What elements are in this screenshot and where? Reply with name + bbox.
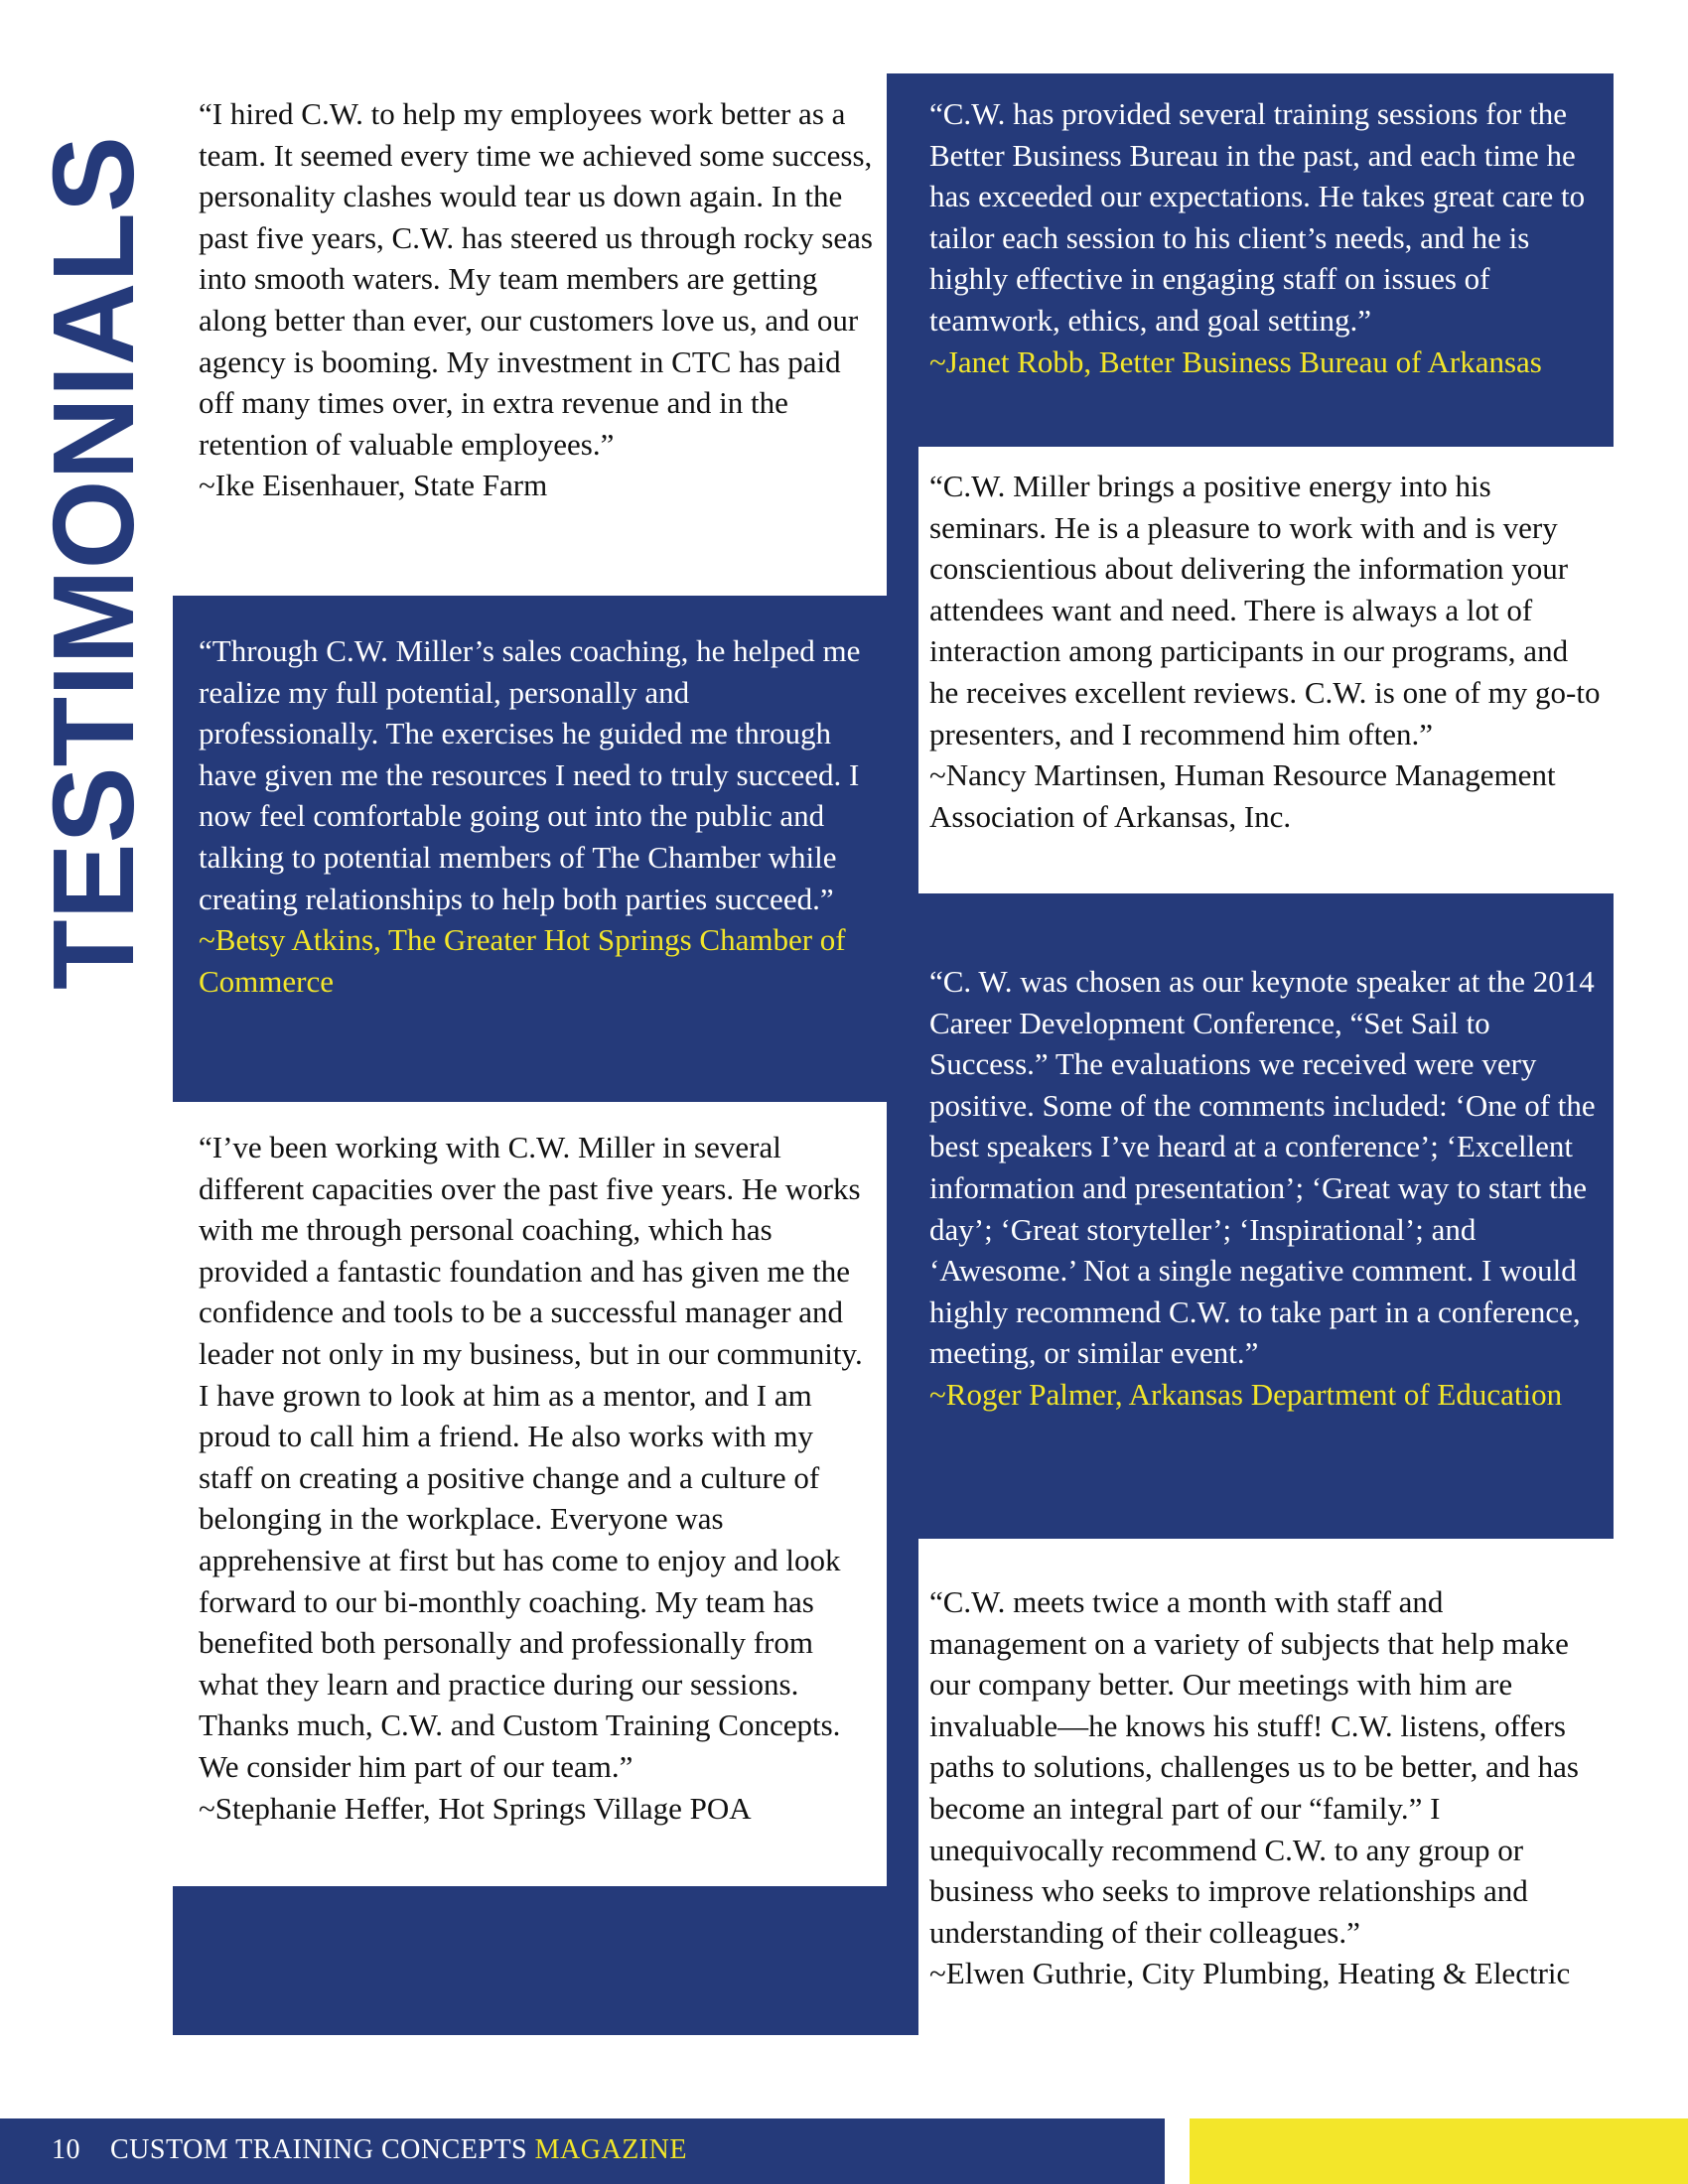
testimonial-attribution: ~Janet Robb, Better Business Bureau of Arkansas <box>929 343 1542 379</box>
testimonial-quote: “C.W. has provided several training sessions for the Better Business Bureau in the past, and each time he has exceeded our expectations. He takes great care to tailor each session to his client’s needs, and he is highly effective in engaging staff on issues of teamwork, ethics, and goal setting.” <box>929 96 1586 338</box>
testimonial-attribution: ~Stephanie Heffer, Hot Springs Village POA <box>199 1790 752 1826</box>
testimonial-quote: “Through C.W. Miller’s sales coaching, he helped me realize my full potential, personally and professionally. The exercises he guided me through have given me the resources I need to truly succeed. I now feel comfortable going out into the public and talking to potential members of The Chamber while creating relationships to help both parties succeed.” <box>199 633 861 916</box>
testimonial-attribution: ~Elwen Guthrie, City Plumbing, Heating & Electric <box>929 1956 1571 1991</box>
testimonial-palmer <box>929 961 1605 1416</box>
testimonial-attribution: ~Ike Eisenhauer, State Farm <box>199 468 548 503</box>
testimonial-guthrie <box>929 1581 1605 1994</box>
footer-accent-bar <box>1190 2118 1688 2184</box>
testimonial-heffer <box>199 1127 874 1829</box>
page-number: 10 <box>52 2134 80 2165</box>
testimonial-martinsen <box>929 466 1605 837</box>
testimonial-robb <box>929 93 1605 382</box>
testimonial-attribution: ~Betsy Atkins, The Greater Hot Springs Chamber of Commerce <box>199 922 846 999</box>
testimonial-quote: “I hired C.W. to help my employees work better as a team. It seemed every time we achieved some success, personality clashes would tear us down again. In the past five years, C.W. has steered us through rocky seas into smooth waters. My team members are getting along better than ever, our customers love us, and our agency is booming. My investment in CTC has paid off many times over, in extra revenue and in the retention of valuable employees.” <box>199 96 873 462</box>
left-bottom-blue-panel <box>173 1886 894 2035</box>
testimonial-eisenhauer <box>199 93 874 506</box>
section-title <box>29 131 158 995</box>
testimonial-attribution: ~Roger Palmer, Arkansas Department of Education <box>929 1376 1563 1412</box>
testimonial-quote: “I’ve been working with C.W. Miller in several different capacities over the past five years. He works with me through personal coaching, which has provided a fantastic foundation and has given me the confidence and tools to be a successful manager and leader not only in my business, but in our community. I have grown to look at him as a mentor, and I am proud to call him a friend. He also works with my staff on creating a positive change and a culture of belonging in the workplace. Everyone was apprehensive at first but has come to enjoy and look forward to our bi-monthly coaching. My team has benefited both personally and professionally from what they learn and practice during our sessions. Thanks much, C.W. and Custom Training Concepts. We consider him part of our team.” <box>199 1130 863 1784</box>
testimonial-quote: “C.W. meets twice a month with staff and management on a variety of subjects that help make our company better. Our meetings with him are invaluable—he knows his stuff! C.W. listens, offers paths to solutions, challenges us to be better, and has become an integral part of our “family.” I unequivocally recommend C.W. to any group or business who seeks to improve relationships and understanding of their colleagues.” <box>929 1584 1579 1950</box>
testimonial-atkins <box>199 630 874 1002</box>
footer <box>52 2128 687 2172</box>
magazine-name: CUSTOM TRAINING CONCEPTS <box>110 2134 528 2165</box>
magazine-word: MAGAZINE <box>534 2134 687 2165</box>
testimonial-quote: “C.W. Miller brings a positive energy into his seminars. He is a pleasure to work with and is very conscientious about delivering the information your attendees want and need. There is always a lot of interaction among participants in our programs, and he receives excellent reviews. C.W. is one of my go-to presenters, and I recommend him often.” <box>929 469 1601 751</box>
testimonial-quote: “C. W. was chosen as our keynote speaker at the 2014 Career Development Conference, “Set Sail to Success.” The evaluations we received were very positive. Some of the comments included: ‘One of the best speakers I’ve heard at a conference’; ‘Excellent information and presentation’; ‘Great way to start the day’; ‘Great storyteller’; ‘Inspirational’; and ‘Awesome.’ Not a single negative comment. I would highly recommend C.W. to take part in a conference, meeting, or similar event.” <box>929 964 1596 1371</box>
testimonial-attribution: ~Nancy Martinsen, Human Resource Management Association of Arkansas, Inc. <box>929 757 1556 834</box>
section-title-text: TESTIMONIALS <box>29 132 158 990</box>
